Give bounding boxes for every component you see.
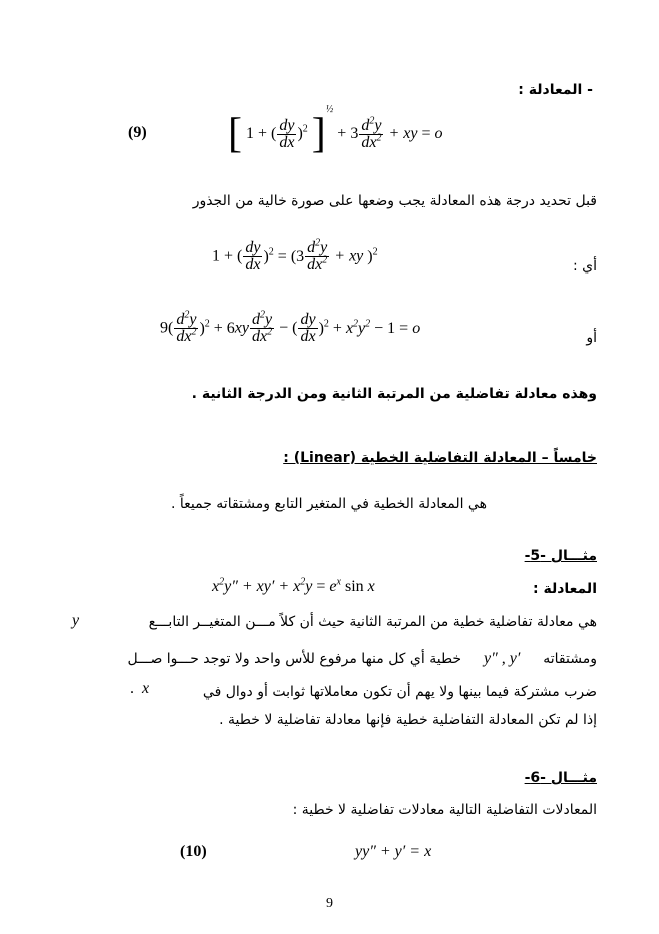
example-6-intro: المعادلات التفاضلية التالية معادلات تفاضلية لا خطية : xyxy=(292,802,597,818)
linear-definition: هي المعادلة الخطية في المتغير التابع ومشتقاته جميعاً . xyxy=(170,496,487,512)
paragraph-radical-free: قبل تحديد درجة هذه المعادلة يجب وضعها على صورة خالية من الجذور xyxy=(192,193,597,209)
equation-label: المعادلة : xyxy=(532,581,597,597)
example-6-title: مثـــال -6- xyxy=(524,770,597,786)
example-5-equation: $x^2y'' + xy' + x^2y = e^x$ sin x xyxy=(212,576,375,595)
equation-10: yy″ + y′ = x xyxy=(355,843,432,860)
example-5-line-1: هي معادلة تفاضلية خطية من المرتبة الثانية حيث أن كلاً مـــن المتغيــر التابـــع xyxy=(148,614,597,630)
example-5-line-2-start: ومشتقاته xyxy=(543,651,597,667)
variable-y: y xyxy=(72,612,80,629)
section-title-linear: خامساً – المعادلة التفاضلية الخطية (Linear) : xyxy=(283,450,597,466)
page-number: 9 xyxy=(326,896,333,911)
equation-expanded-form: 9( $\frac{d^2y}{dx^2}$ )$^2$ + 6xy $\frac{d^2y}{dx^2}$ − ( $\frac{dy}{dx}$ )$^2 + x^2y^2 - 1 = o$ xyxy=(160,309,421,345)
equation-squared-form: 1 + ( $\frac{dy}{dx}$ )$^2$ = (3 $\frac{d^2y}{dx^2}$ + xy )$^2$ xyxy=(212,237,378,273)
conclusion-text: وهذه معادلة تفاضلية من المرتبة الثانية ومن الدرجة الثانية . xyxy=(191,386,597,402)
equation-10-label: (10) xyxy=(180,843,207,860)
variable-x: . x xyxy=(130,680,150,697)
example-5-line-2-rest: خطية أي كل منها مرفوع للأس واحد ولا توجد حـــوا صـــل xyxy=(127,651,462,667)
example-5-line-2 xyxy=(128,650,597,668)
example-5-title: مثـــال -5- xyxy=(524,548,597,564)
or-label: أو xyxy=(586,330,597,346)
equation-9-label: (9) xyxy=(128,124,147,141)
equation-heading: - المعادلة : xyxy=(518,82,593,98)
derivative-vars: y″ , y′ xyxy=(483,650,521,667)
equation-9: [ 1 + ( $\frac{dy}{dx}$ )$^2$ ]$^{\frac{1}{2}}$ + 3 $\frac{d^2y}{dx^2}$ + xy = o xyxy=(228,104,443,157)
ie-label: أي : xyxy=(572,258,597,274)
example-5-line-4: إذا لم تكن المعادلة التفاضلية خطية فإنها معادلة تفاضلية لا خطية . xyxy=(219,712,597,728)
example-5-line-3: ضرب مشتركة فيما بينها ولا يهم أن تكون معاملاتها ثوابت أو دوال في xyxy=(202,684,597,700)
